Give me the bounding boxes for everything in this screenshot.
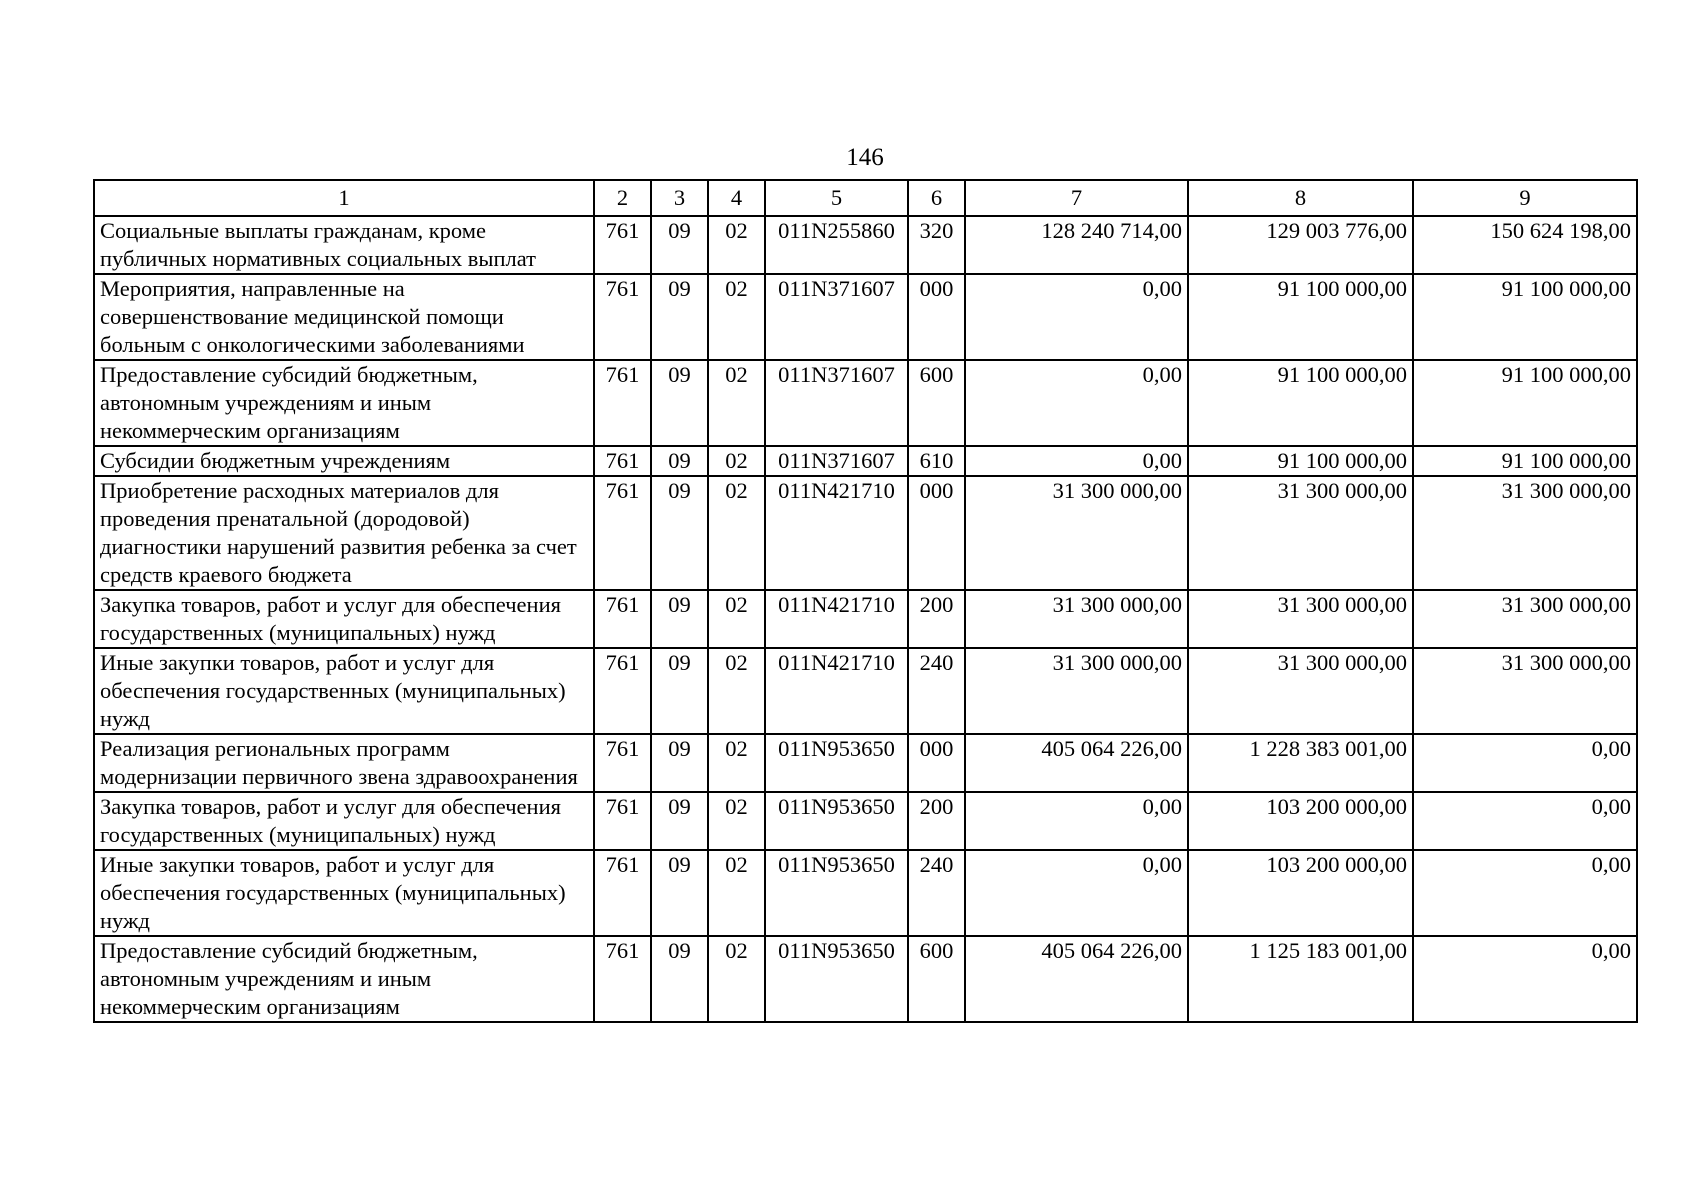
- budget-table: [93, 179, 1638, 1023]
- ministry-code: 761: [594, 476, 651, 590]
- column-header: 1: [94, 180, 594, 216]
- table-row: [94, 648, 1637, 734]
- amount-col8: 91 100 000,00: [1188, 446, 1413, 476]
- amount-col7: 0,00: [965, 446, 1188, 476]
- subsection-code: 02: [708, 792, 765, 850]
- amount-col8: 1 228 383 001,00: [1188, 734, 1413, 792]
- amount-col9: 0,00: [1413, 936, 1637, 1022]
- section-code: 09: [651, 734, 708, 792]
- ministry-code: 761: [594, 850, 651, 936]
- table-row: [94, 446, 1637, 476]
- expense-type-code: 610: [908, 446, 965, 476]
- subsection-code: 02: [708, 850, 765, 936]
- amount-col9: 0,00: [1413, 850, 1637, 936]
- expense-name: Реализация региональных программ модернизации первичного звена здравоохранения: [94, 734, 594, 792]
- table-row: [94, 360, 1637, 446]
- amount-col9: 0,00: [1413, 792, 1637, 850]
- target-article-code: 011N953650: [765, 936, 908, 1022]
- amount-col7: 0,00: [965, 274, 1188, 360]
- subsection-code: 02: [708, 648, 765, 734]
- target-article-code: 011N421710: [765, 590, 908, 648]
- target-article-code: 011N953650: [765, 792, 908, 850]
- amount-col8: 31 300 000,00: [1188, 476, 1413, 590]
- table-header-row: [94, 180, 1637, 216]
- expense-name: Предоставление субсидий бюджетным, автономным учреждениям и иным некоммерческим организациям: [94, 360, 594, 446]
- amount-col9: 91 100 000,00: [1413, 446, 1637, 476]
- amount-col7: 405 064 226,00: [965, 734, 1188, 792]
- section-code: 09: [651, 850, 708, 936]
- amount-col9: 91 100 000,00: [1413, 274, 1637, 360]
- subsection-code: 02: [708, 360, 765, 446]
- column-header: 8: [1188, 180, 1413, 216]
- amount-col9: 31 300 000,00: [1413, 590, 1637, 648]
- section-code: 09: [651, 936, 708, 1022]
- ministry-code: 761: [594, 734, 651, 792]
- expense-name: Закупка товаров, работ и услуг для обеспечения государственных (муниципальных) нужд: [94, 792, 594, 850]
- amount-col8: 91 100 000,00: [1188, 274, 1413, 360]
- subsection-code: 02: [708, 734, 765, 792]
- expense-type-code: 600: [908, 360, 965, 446]
- expense-name: Мероприятия, направленные на совершенствование медицинской помощи больным с онкологическими заболеваниями: [94, 274, 594, 360]
- target-article-code: 011N953650: [765, 734, 908, 792]
- amount-col7: 31 300 000,00: [965, 648, 1188, 734]
- section-code: 09: [651, 792, 708, 850]
- expense-type-code: 200: [908, 792, 965, 850]
- amount-col7: 128 240 714,00: [965, 216, 1188, 274]
- ministry-code: 761: [594, 274, 651, 360]
- target-article-code: 011N255860: [765, 216, 908, 274]
- page-number: 146: [846, 144, 884, 171]
- expense-type-code: 240: [908, 648, 965, 734]
- amount-col7: 0,00: [965, 792, 1188, 850]
- subsection-code: 02: [708, 274, 765, 360]
- column-header: 7: [965, 180, 1188, 216]
- target-article-code: 011N421710: [765, 648, 908, 734]
- amount-col8: 129 003 776,00: [1188, 216, 1413, 274]
- subsection-code: 02: [708, 590, 765, 648]
- ministry-code: 761: [594, 590, 651, 648]
- expense-type-code: 600: [908, 936, 965, 1022]
- amount-col9: 31 300 000,00: [1413, 476, 1637, 590]
- amount-col9: 31 300 000,00: [1413, 648, 1637, 734]
- table-row: [94, 792, 1637, 850]
- table-row: [94, 850, 1637, 936]
- amount-col8: 31 300 000,00: [1188, 590, 1413, 648]
- column-header: 6: [908, 180, 965, 216]
- expense-type-code: 000: [908, 734, 965, 792]
- table-row: [94, 590, 1637, 648]
- ministry-code: 761: [594, 648, 651, 734]
- section-code: 09: [651, 590, 708, 648]
- amount-col8: 1 125 183 001,00: [1188, 936, 1413, 1022]
- table-row: [94, 936, 1637, 1022]
- expense-name: Приобретение расходных материалов для проведения пренатальной (дородовой) диагностики нарушений развития ребенка за счет средств краевого бюджета: [94, 476, 594, 590]
- column-header: 4: [708, 180, 765, 216]
- amount-col8: 103 200 000,00: [1188, 792, 1413, 850]
- expense-name: Иные закупки товаров, работ и услуг для обеспечения государственных (муниципальных) нужд: [94, 850, 594, 936]
- column-header: 3: [651, 180, 708, 216]
- amount-col9: 91 100 000,00: [1413, 360, 1637, 446]
- subsection-code: 02: [708, 936, 765, 1022]
- section-code: 09: [651, 648, 708, 734]
- ministry-code: 761: [594, 360, 651, 446]
- amount-col8: 91 100 000,00: [1188, 360, 1413, 446]
- target-article-code: 011N953650: [765, 850, 908, 936]
- ministry-code: 761: [594, 792, 651, 850]
- expense-name: Иные закупки товаров, работ и услуг для обеспечения государственных (муниципальных) нужд: [94, 648, 594, 734]
- expense-name: Субсидии бюджетным учреждениям: [94, 446, 594, 476]
- amount-col8: 31 300 000,00: [1188, 648, 1413, 734]
- amount-col7: 0,00: [965, 360, 1188, 446]
- section-code: 09: [651, 216, 708, 274]
- amount-col7: 31 300 000,00: [965, 590, 1188, 648]
- target-article-code: 011N371607: [765, 274, 908, 360]
- expense-type-code: 240: [908, 850, 965, 936]
- expense-type-code: 200: [908, 590, 965, 648]
- ministry-code: 761: [594, 446, 651, 476]
- section-code: 09: [651, 274, 708, 360]
- column-header: 2: [594, 180, 651, 216]
- target-article-code: 011N371607: [765, 360, 908, 446]
- expense-name: Закупка товаров, работ и услуг для обеспечения государственных (муниципальных) нужд: [94, 590, 594, 648]
- section-code: 09: [651, 476, 708, 590]
- target-article-code: 011N371607: [765, 446, 908, 476]
- subsection-code: 02: [708, 446, 765, 476]
- section-code: 09: [651, 360, 708, 446]
- table-row: [94, 274, 1637, 360]
- subsection-code: 02: [708, 476, 765, 590]
- table-row: [94, 734, 1637, 792]
- amount-col9: 0,00: [1413, 734, 1637, 792]
- amount-col7: 31 300 000,00: [965, 476, 1188, 590]
- amount-col7: 405 064 226,00: [965, 936, 1188, 1022]
- expense-type-code: 000: [908, 274, 965, 360]
- table-row: [94, 216, 1637, 274]
- amount-col9: 150 624 198,00: [1413, 216, 1637, 274]
- column-header: 5: [765, 180, 908, 216]
- target-article-code: 011N421710: [765, 476, 908, 590]
- amount-col7: 0,00: [965, 850, 1188, 936]
- subsection-code: 02: [708, 216, 765, 274]
- amount-col8: 103 200 000,00: [1188, 850, 1413, 936]
- expense-type-code: 320: [908, 216, 965, 274]
- section-code: 09: [651, 446, 708, 476]
- expense-name: Социальные выплаты гражданам, кроме публичных нормативных социальных выплат: [94, 216, 594, 274]
- expense-name: Предоставление субсидий бюджетным, автономным учреждениям и иным некоммерческим организациям: [94, 936, 594, 1022]
- column-header: 9: [1413, 180, 1637, 216]
- expense-type-code: 000: [908, 476, 965, 590]
- table-row: [94, 476, 1637, 590]
- ministry-code: 761: [594, 936, 651, 1022]
- ministry-code: 761: [594, 216, 651, 274]
